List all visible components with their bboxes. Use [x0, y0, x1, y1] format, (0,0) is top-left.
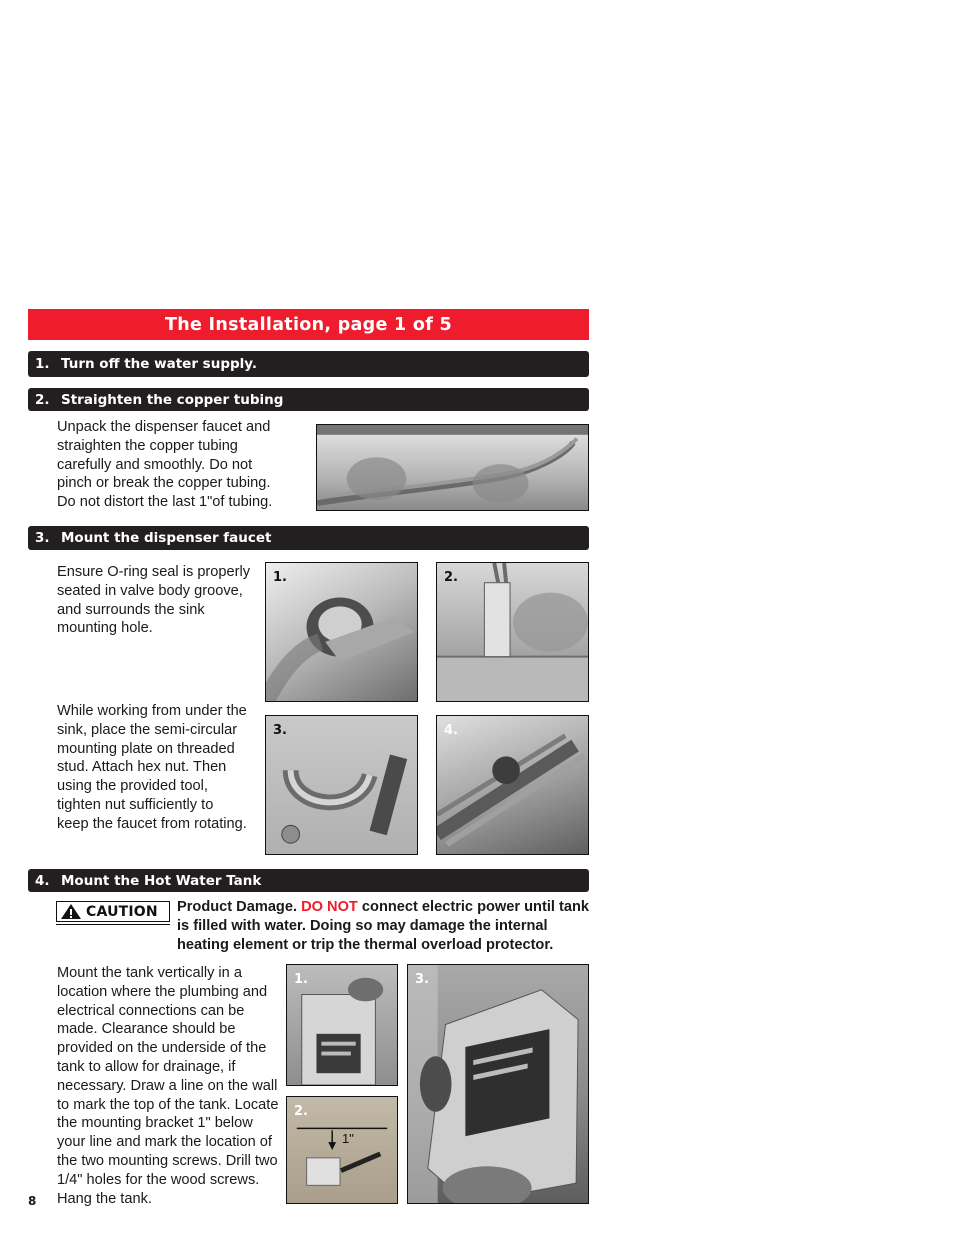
step-label: Straighten the copper tubing: [61, 391, 284, 408]
photo-label: 2.: [294, 1104, 308, 1119]
step-label: Turn off the water supply.: [61, 356, 257, 372]
warning-triangle-icon: [60, 903, 82, 920]
faucet-oring-photo: [265, 562, 418, 702]
product-damage-warning: [177, 898, 592, 955]
hanging-tank-photo: [407, 964, 589, 1204]
warning-rest: connect electric power until tank is filled with water. Doing so may damage the internal heating element or trip the thermal overload protector.: [177, 899, 589, 953]
step-1-header: [28, 351, 589, 377]
step-label: Mount the Hot Water Tank: [61, 872, 262, 889]
photo-label: 1.: [294, 972, 308, 987]
mounting-plate-photo: [265, 715, 418, 855]
page-title-bar: [28, 309, 589, 340]
tank-marking-photo: [286, 964, 398, 1086]
mounting-bracket-photo: [286, 1096, 398, 1204]
step-2-header: [28, 388, 589, 411]
caution-badge: [56, 901, 170, 922]
caution-label: CAUTION: [86, 903, 158, 920]
step-2-instructions: Unpack the dispenser faucet and straighten the copper tubing carefully and smoothly. Do not pinch or break the copper tubing. Do not distort the last 1"of tubing.: [57, 419, 273, 511]
page-number: 8: [28, 1194, 37, 1208]
copper-tubing-photo: [316, 424, 589, 511]
warning-do-not: DO NOT: [301, 899, 358, 915]
step-3-instructions-oring: Ensure O-ring seal is properly seated in valve body groove, and surrounds the sink mounting hole.: [57, 564, 251, 637]
step-4-instructions: Mount the tank vertically in a location where the plumbing and electrical connections can be made. Clearance should be provided on the underside of the tank to allow for drainage, if necessary. Draw a line on the wall to mark the top of the tank. Locate the mounting bracket 1" below your line and mark the location of the two mounting screws. Drill two 1/4" holes for the wood screws. Hang the tank.: [57, 965, 279, 1207]
step-4-header: [28, 869, 589, 892]
caution-underline: [56, 924, 170, 925]
page-title: The Installation, page 1 of 5: [164, 314, 452, 335]
step-3-instructions-plate: While working from under the sink, place the semi-circular mounting plate on threaded stud. Attach hex nut. Then using the provided tool, tighten nut sufficiently to keep the faucet from rotating.: [57, 703, 247, 832]
step-3-header: [28, 526, 589, 550]
step-number: 4.: [35, 872, 50, 889]
photo-label: 3.: [273, 723, 287, 738]
photo-label: 4.: [444, 723, 458, 738]
photo-label: 3.: [415, 972, 429, 987]
photo-label: 1.: [273, 570, 287, 585]
faucet-in-sink-photo: [436, 562, 589, 702]
warning-prefix: Product Damage.: [177, 899, 298, 915]
step-number: 3.: [35, 530, 50, 546]
step-label: Mount the dispenser faucet: [61, 530, 272, 546]
tighten-nut-photo: [436, 715, 589, 855]
step-number: 1.: [35, 356, 50, 372]
measurement-label: 1": [342, 1131, 354, 1146]
photo-label: 2.: [444, 570, 458, 585]
step-number: 2.: [35, 391, 50, 408]
